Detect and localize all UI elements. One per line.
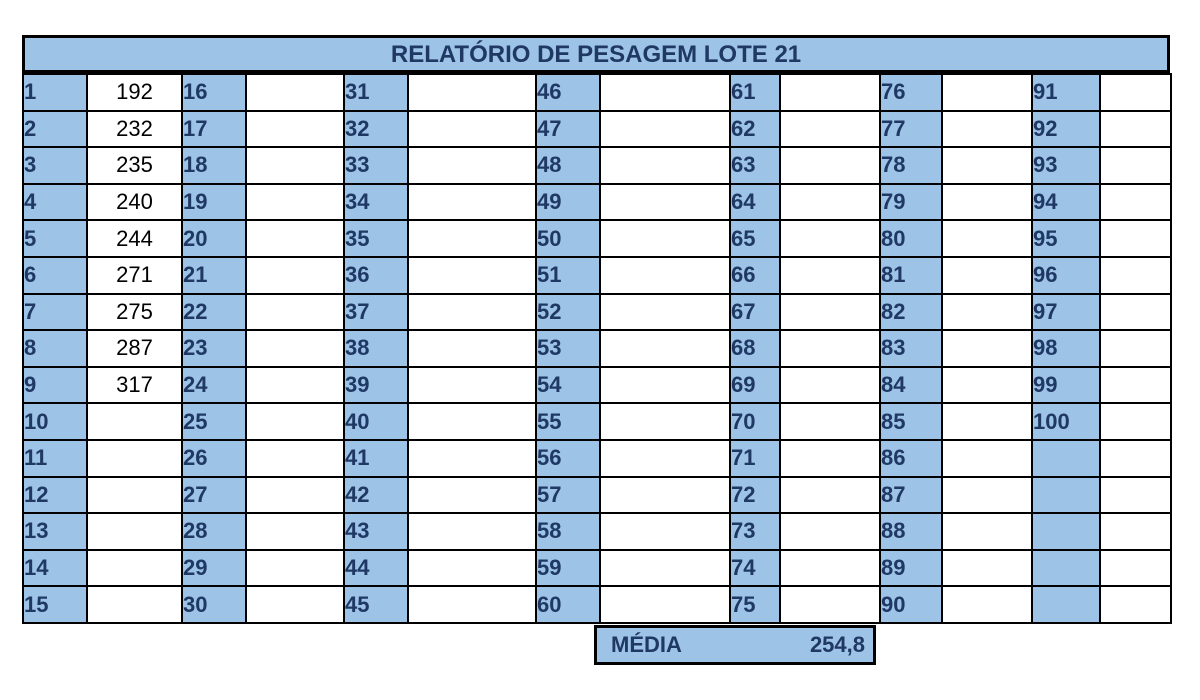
weight-cell[interactable] xyxy=(942,330,1032,367)
item-number: 61 xyxy=(730,74,780,111)
item-number: 40 xyxy=(344,403,408,440)
weight-cell[interactable] xyxy=(600,367,730,404)
item-number: 14 xyxy=(23,550,87,587)
table-row xyxy=(23,111,1171,148)
table-row xyxy=(23,184,1171,221)
item-number: 82 xyxy=(880,294,942,331)
table-row xyxy=(23,477,1171,514)
item-number: 72 xyxy=(730,477,780,514)
empty-cell xyxy=(1032,477,1100,514)
item-number: 7 xyxy=(23,294,87,331)
item-number: 47 xyxy=(536,111,600,148)
weight-cell[interactable] xyxy=(1100,257,1171,294)
weight-cell[interactable] xyxy=(600,184,730,221)
item-number: 28 xyxy=(182,513,246,550)
item-number: 100 xyxy=(1032,403,1100,440)
average-label: MÉDIA xyxy=(611,632,682,657)
weight-cell[interactable] xyxy=(87,550,182,587)
empty-cell xyxy=(1032,513,1100,550)
item-number: 2 xyxy=(23,111,87,148)
weight-cell[interactable] xyxy=(408,550,536,587)
weight-cell[interactable] xyxy=(246,257,344,294)
weight-cell[interactable] xyxy=(942,74,1032,111)
table-row xyxy=(23,147,1171,184)
weight-cell[interactable] xyxy=(246,440,344,477)
weight-cell[interactable] xyxy=(87,403,182,440)
weight-cell[interactable] xyxy=(600,586,730,623)
item-number: 34 xyxy=(344,184,408,221)
weight-cell[interactable] xyxy=(246,586,344,623)
item-number: 73 xyxy=(730,513,780,550)
item-number: 55 xyxy=(536,403,600,440)
weight-cell[interactable] xyxy=(942,586,1032,623)
weight-cell[interactable] xyxy=(87,586,182,623)
item-number: 75 xyxy=(730,586,780,623)
weight-cell[interactable] xyxy=(408,147,536,184)
item-number: 17 xyxy=(182,111,246,148)
weight-cell[interactable] xyxy=(1100,74,1171,111)
weight-cell[interactable] xyxy=(780,294,880,331)
item-number: 50 xyxy=(536,220,600,257)
item-number: 99 xyxy=(1032,367,1100,404)
item-number: 71 xyxy=(730,440,780,477)
item-number: 63 xyxy=(730,147,780,184)
weight-cell[interactable] xyxy=(1100,220,1171,257)
weight-cell[interactable] xyxy=(1100,367,1171,404)
item-number: 74 xyxy=(730,550,780,587)
weight-cell[interactable] xyxy=(408,257,536,294)
item-number: 20 xyxy=(182,220,246,257)
item-number: 19 xyxy=(182,184,246,221)
weight-cell[interactable] xyxy=(1100,330,1171,367)
item-number: 5 xyxy=(23,220,87,257)
weight-cell[interactable] xyxy=(780,74,880,111)
item-number: 32 xyxy=(344,111,408,148)
item-number: 1 xyxy=(23,74,87,111)
weight-cell[interactable] xyxy=(1100,403,1171,440)
item-number: 60 xyxy=(536,586,600,623)
item-number: 30 xyxy=(182,586,246,623)
weight-cell[interactable] xyxy=(780,550,880,587)
item-number: 26 xyxy=(182,440,246,477)
weight-cell[interactable] xyxy=(246,111,344,148)
item-number: 94 xyxy=(1032,184,1100,221)
weight-cell[interactable] xyxy=(600,74,730,111)
weight-cell[interactable] xyxy=(600,403,730,440)
item-number: 46 xyxy=(536,74,600,111)
weight-cell[interactable] xyxy=(600,477,730,514)
average-box xyxy=(594,625,876,665)
table-row xyxy=(23,257,1171,294)
item-number: 62 xyxy=(730,111,780,148)
empty-cell xyxy=(1100,586,1171,623)
item-number: 77 xyxy=(880,111,942,148)
table-row xyxy=(23,74,1171,111)
weight-cell[interactable] xyxy=(408,220,536,257)
weight-cell[interactable] xyxy=(780,330,880,367)
item-number: 81 xyxy=(880,257,942,294)
weight-cell[interactable] xyxy=(408,403,536,440)
weight-cell[interactable] xyxy=(780,586,880,623)
item-number: 64 xyxy=(730,184,780,221)
table-row xyxy=(23,513,1171,550)
item-number: 95 xyxy=(1032,220,1100,257)
item-number: 87 xyxy=(880,477,942,514)
weight-cell[interactable] xyxy=(780,403,880,440)
weight-cell[interactable] xyxy=(408,367,536,404)
item-number: 13 xyxy=(23,513,87,550)
empty-cell xyxy=(1100,513,1171,550)
item-number: 29 xyxy=(182,550,246,587)
weight-cell[interactable] xyxy=(600,257,730,294)
weight-cell[interactable]: 275 xyxy=(87,294,182,331)
empty-cell xyxy=(1100,550,1171,587)
item-number: 15 xyxy=(23,586,87,623)
table-row xyxy=(23,220,1171,257)
empty-cell xyxy=(1100,440,1171,477)
item-number: 66 xyxy=(730,257,780,294)
weight-cell[interactable] xyxy=(600,147,730,184)
weight-cell[interactable] xyxy=(600,330,730,367)
weight-cell[interactable] xyxy=(942,513,1032,550)
weight-cell[interactable] xyxy=(780,220,880,257)
item-number: 24 xyxy=(182,367,246,404)
item-number: 25 xyxy=(182,403,246,440)
item-number: 86 xyxy=(880,440,942,477)
weight-cell[interactable] xyxy=(408,440,536,477)
weight-cell[interactable]: 317 xyxy=(87,367,182,404)
item-number: 58 xyxy=(536,513,600,550)
table-row xyxy=(23,294,1171,331)
weight-cell[interactable] xyxy=(408,111,536,148)
weight-cell[interactable] xyxy=(87,440,182,477)
item-number: 31 xyxy=(344,74,408,111)
item-number: 93 xyxy=(1032,147,1100,184)
weight-cell[interactable]: 287 xyxy=(87,330,182,367)
weight-cell[interactable] xyxy=(942,550,1032,587)
item-number: 36 xyxy=(344,257,408,294)
item-number: 33 xyxy=(344,147,408,184)
weight-cell[interactable] xyxy=(942,220,1032,257)
report-title: RELATÓRIO DE PESAGEM LOTE 21 xyxy=(22,35,1170,73)
weight-cell[interactable] xyxy=(600,440,730,477)
item-number: 8 xyxy=(23,330,87,367)
weight-cell[interactable] xyxy=(780,184,880,221)
weighing-report xyxy=(22,35,1170,624)
item-number: 18 xyxy=(182,147,246,184)
weight-cell[interactable] xyxy=(246,74,344,111)
table-row xyxy=(23,330,1171,367)
item-number: 51 xyxy=(536,257,600,294)
item-number: 91 xyxy=(1032,74,1100,111)
item-number: 37 xyxy=(344,294,408,331)
weight-cell[interactable] xyxy=(408,513,536,550)
item-number: 52 xyxy=(536,294,600,331)
item-number: 83 xyxy=(880,330,942,367)
item-number: 9 xyxy=(23,367,87,404)
item-number: 27 xyxy=(182,477,246,514)
weight-cell[interactable] xyxy=(942,111,1032,148)
weight-cell[interactable] xyxy=(246,147,344,184)
weight-cell[interactable] xyxy=(408,586,536,623)
weight-cell[interactable] xyxy=(246,367,344,404)
item-number: 3 xyxy=(23,147,87,184)
weight-cell[interactable] xyxy=(780,513,880,550)
item-number: 96 xyxy=(1032,257,1100,294)
weight-cell[interactable] xyxy=(246,513,344,550)
item-number: 44 xyxy=(344,550,408,587)
item-number: 6 xyxy=(23,257,87,294)
item-number: 57 xyxy=(536,477,600,514)
item-number: 10 xyxy=(23,403,87,440)
item-number: 4 xyxy=(23,184,87,221)
weight-cell[interactable] xyxy=(408,294,536,331)
item-number: 85 xyxy=(880,403,942,440)
empty-cell xyxy=(1032,586,1100,623)
item-number: 80 xyxy=(880,220,942,257)
weight-cell[interactable] xyxy=(780,367,880,404)
item-number: 41 xyxy=(344,440,408,477)
weight-cell[interactable] xyxy=(780,440,880,477)
weight-cell[interactable] xyxy=(246,550,344,587)
weight-cell[interactable] xyxy=(246,330,344,367)
item-number: 23 xyxy=(182,330,246,367)
item-number: 56 xyxy=(536,440,600,477)
item-number: 35 xyxy=(344,220,408,257)
weight-cell[interactable] xyxy=(600,220,730,257)
item-number: 90 xyxy=(880,586,942,623)
weight-cell[interactable] xyxy=(942,294,1032,331)
item-number: 69 xyxy=(730,367,780,404)
weight-cell[interactable]: 244 xyxy=(87,220,182,257)
weight-cell[interactable] xyxy=(87,477,182,514)
item-number: 84 xyxy=(880,367,942,404)
item-number: 45 xyxy=(344,586,408,623)
item-number: 76 xyxy=(880,74,942,111)
item-number: 22 xyxy=(182,294,246,331)
empty-cell xyxy=(1032,550,1100,587)
item-number: 53 xyxy=(536,330,600,367)
weight-cell[interactable] xyxy=(780,477,880,514)
table-row xyxy=(23,586,1171,623)
weight-cell[interactable] xyxy=(408,74,536,111)
weight-cell[interactable] xyxy=(246,403,344,440)
item-number: 38 xyxy=(344,330,408,367)
weight-cell[interactable] xyxy=(942,477,1032,514)
weight-cell[interactable] xyxy=(408,330,536,367)
weight-cell[interactable] xyxy=(1100,147,1171,184)
weight-cell[interactable] xyxy=(87,513,182,550)
weight-cell[interactable] xyxy=(246,220,344,257)
item-number: 16 xyxy=(182,74,246,111)
item-number: 11 xyxy=(23,440,87,477)
weight-cell[interactable] xyxy=(246,477,344,514)
average-value: 254,8 xyxy=(809,632,865,657)
item-number: 43 xyxy=(344,513,408,550)
item-number: 21 xyxy=(182,257,246,294)
weight-cell[interactable] xyxy=(942,440,1032,477)
item-number: 89 xyxy=(880,550,942,587)
weight-cell[interactable] xyxy=(408,184,536,221)
weight-cell[interactable] xyxy=(942,403,1032,440)
item-number: 97 xyxy=(1032,294,1100,331)
item-number: 79 xyxy=(880,184,942,221)
weight-cell[interactable] xyxy=(600,294,730,331)
weight-cell[interactable] xyxy=(1100,111,1171,148)
item-number: 78 xyxy=(880,147,942,184)
weight-cell[interactable]: 235 xyxy=(87,147,182,184)
weight-cell[interactable] xyxy=(942,147,1032,184)
table-row xyxy=(23,403,1171,440)
weight-cell[interactable]: 232 xyxy=(87,111,182,148)
item-number: 59 xyxy=(536,550,600,587)
weight-cell[interactable] xyxy=(942,257,1032,294)
item-number: 92 xyxy=(1032,111,1100,148)
item-number: 48 xyxy=(536,147,600,184)
item-number: 54 xyxy=(536,367,600,404)
weight-cell[interactable] xyxy=(780,257,880,294)
item-number: 65 xyxy=(730,220,780,257)
weight-cell[interactable] xyxy=(942,367,1032,404)
weight-cell[interactable] xyxy=(600,111,730,148)
item-number: 98 xyxy=(1032,330,1100,367)
weight-cell[interactable] xyxy=(1100,184,1171,221)
weight-cell[interactable] xyxy=(600,550,730,587)
item-number: 42 xyxy=(344,477,408,514)
weight-cell[interactable]: 240 xyxy=(87,184,182,221)
weight-cell[interactable] xyxy=(246,184,344,221)
item-number: 88 xyxy=(880,513,942,550)
empty-cell xyxy=(1100,477,1171,514)
item-number: 67 xyxy=(730,294,780,331)
weights-table xyxy=(22,73,1172,624)
table-row xyxy=(23,550,1171,587)
weight-cell[interactable] xyxy=(942,184,1032,221)
weight-cell[interactable] xyxy=(408,477,536,514)
weight-cell[interactable]: 192 xyxy=(87,74,182,111)
weight-cell[interactable] xyxy=(1100,294,1171,331)
weight-cell[interactable] xyxy=(780,111,880,148)
item-number: 68 xyxy=(730,330,780,367)
item-number: 12 xyxy=(23,477,87,514)
weight-cell[interactable] xyxy=(780,147,880,184)
item-number: 70 xyxy=(730,403,780,440)
weight-cell[interactable]: 271 xyxy=(87,257,182,294)
weight-cell[interactable] xyxy=(600,513,730,550)
table-row xyxy=(23,440,1171,477)
item-number: 39 xyxy=(344,367,408,404)
weight-cell[interactable] xyxy=(246,294,344,331)
table-row xyxy=(23,367,1171,404)
item-number: 49 xyxy=(536,184,600,221)
empty-cell xyxy=(1032,440,1100,477)
